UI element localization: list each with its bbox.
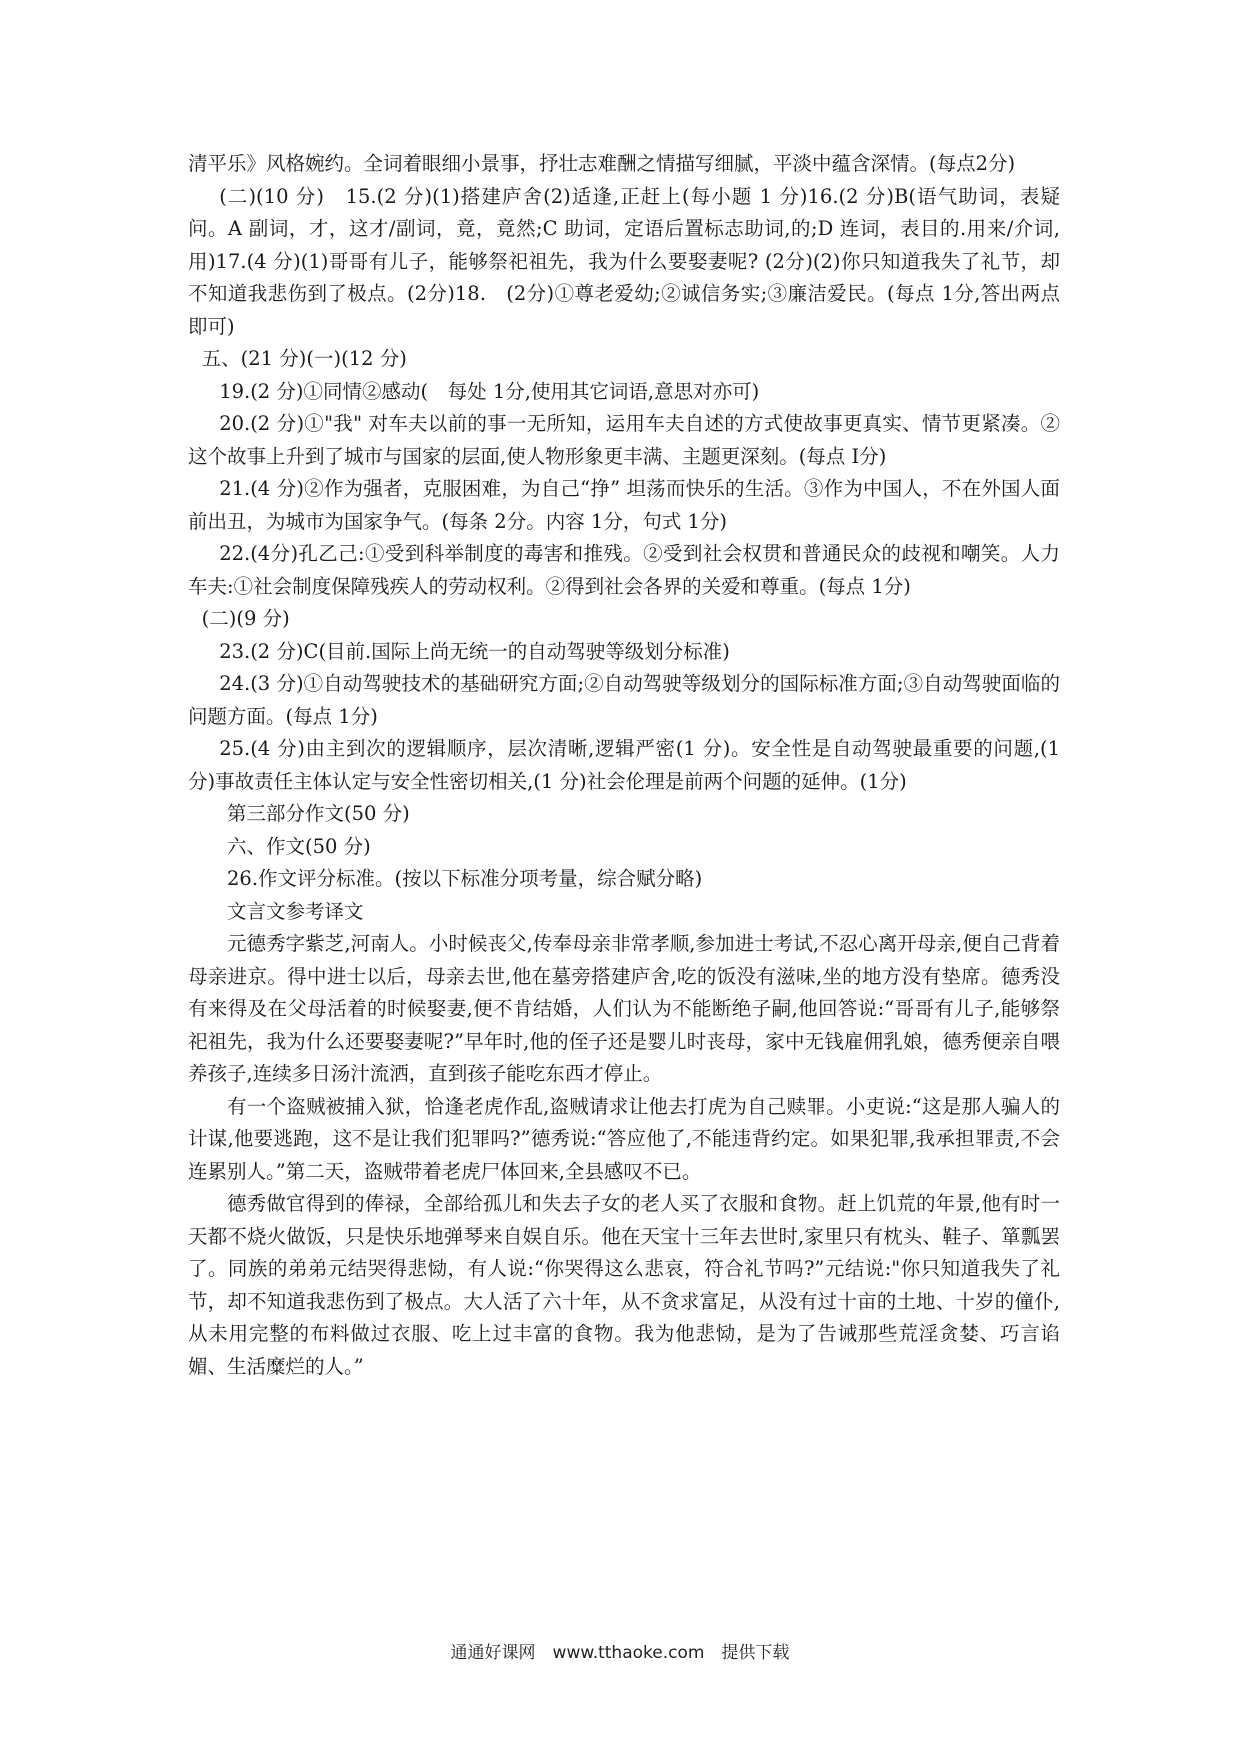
paragraph-q23: 23.(2 分)C(目前.国际上尚无统一的自动驾驶等级划分标准)	[219, 639, 730, 663]
paragraph-subsection-2-heading: (二)(9 分)	[201, 607, 290, 630]
paragraph-translation-1: 元德秀字紫芝,河南人。小时候丧父,传奉母亲非常孝顺,参加进士考试,不忍心离开母亲,便自己背着母亲进京。得中进士以后，母亲去世,他在墓旁搭建庐舍,吃的饭没有滋味,坐的地方没有垫席。德秀没有来得及在父母活着的时候娶妻,便不肯结婚，人们认为不能断绝子嗣,他回答说:“哥哥有儿子,能够祭祀祖先，我为什么还要娶妻呢?”早年时,他的侄子还是婴儿时丧母，家中无钱雇佣乳娘，德秀便亲自喂养孩子,连续多日汤汁流洒，直到孩子能吃东西才停止。	[188, 932, 1060, 1085]
paragraph-translation-2: 有一个盗贼被捕入狱，恰逢老虎作乱,盗贼请求让他去打虎为自己赎罪。小吏说:“这是那人骗人的计谋,他要逃跑，这不是让我们犯罪吗?”德秀说:“答应他了,不能违背约定。如果犯罪,我承担罪责,不会连累别人。”第二天，盗贼带着老虎尸体回来,全县感叹不已。	[188, 1094, 1060, 1183]
paragraph-section-6-heading: 六、作文(50 分)	[227, 834, 371, 858]
paragraph-section-5-heading: 五、(21 分)(一)(12 分)	[201, 347, 407, 370]
paragraph-q25: 25.(4 分)由主到次的逻辑顺序，层次清晰,逻辑严密(1 分)。安全性是自动驾驶最重要的问题,(1 分)事故责任主体认定与安全性密切相关,(1 分)社会伦理是前两个问题的延伸。(1分)	[188, 737, 1060, 793]
paragraph-q24: 24.(3 分)①自动驾驶技术的基础研究方面;②自动驾驶等级划分的国际标准方面;③自动驾驶面临的问题方面。(每点 1分)	[188, 672, 1060, 728]
paragraph-q20: 20.(2 分)①"我" 对车夫以前的事一无所知，运用车夫自述的方式使故事更真实、情节更紧凑。②这个故事上升到了城市与国家的层面,使人物形象更丰满、主题更深刻。(每点 I分)	[188, 412, 1060, 468]
paragraph-translation-heading: 文言文参考译文	[227, 899, 364, 923]
paragraph-q21: 21.(4 分)②作为强者，克服困难，为自己“挣” 坦荡而快乐的生活。③作为中国人，不在外国人面前出丑，为城市为国家争气。(每条 2分。内容 1分，句式 1分)	[188, 477, 1060, 533]
paragraph-translation-3: 德秀做官得到的俸禄，全部给孤儿和失去子女的老人买了衣服和食物。赶上饥荒的年景,他有时一天都不烧火做饭，只是快乐地弹琴来自娱自乐。他在天宝十三年去世时,家里只有枕头、鞋子、箪瓢罢了。同族的弟弟元结哭得悲恸，有人说:“你哭得这么悲哀，符合礼节吗?”元结说:"你只知道我失了礼节，却不知道我悲伤到了极点。大人活了六十年，从不贪求富足，从没有过十亩的土地、十岁的僮仆,从未用完整的布料做过衣服、吃上过丰富的食物。我为他悲恸，是为了告诫那些荒淫贪婪、巧言谄媚、生活糜烂的人。”	[188, 1192, 1060, 1378]
answer-content	[188, 148, 1060, 1383]
page-footer: 通通好课网 www.tthaoke.com 提供下载	[450, 1643, 790, 1663]
paragraph-q26: 26.作文评分标准。(按以下标准分项考量，综合赋分略)	[227, 867, 703, 890]
paragraph-section-2-answers: (二)(10 分) 15.(2 分)(1)搭建庐舍(2)适逢,正赶上(每小题 1 分)16.(2 分)B(语气助词，表疑问。A 副词，才，这才/副词，竟，竟然;C 助词，定语后置标志助词,的;D 连词，表目的.用来/介词,用)17.(4 分)(1)哥哥有儿子，能够祭祀祖先，我为什么要娶妻呢? (2分)(2)你只知道我失了礼节，却不知道我悲伤到了极点。(2分)18. (2分)①尊老爱幼;②诚信务实;③廉洁爱民。(每点 1分,答出两点即可)	[188, 184, 1060, 338]
paragraph-part-3-heading: 第三部分作文(50 分)	[227, 802, 410, 825]
paragraph-q22: 22.(4分)孔乙己:①受到科举制度的毒害和推残。②受到社会权贯和普通民众的歧视和嘲笑。人力车夫:①社会制度保障残疾人的劳动权利。②得到社会各界的关爱和尊重。(每点 1分)	[188, 542, 1060, 598]
paragraph-ci-analysis: 清平乐》风格婉约。全词着眼细小景事，抒壮志难酬之情描写细腻，平淡中蕴含深情。(每点2分)	[188, 152, 1016, 175]
paragraph-q19: 19.(2 分)①同情②感动( 每处 1分,使用其它词语,意思对亦可)	[219, 379, 760, 403]
